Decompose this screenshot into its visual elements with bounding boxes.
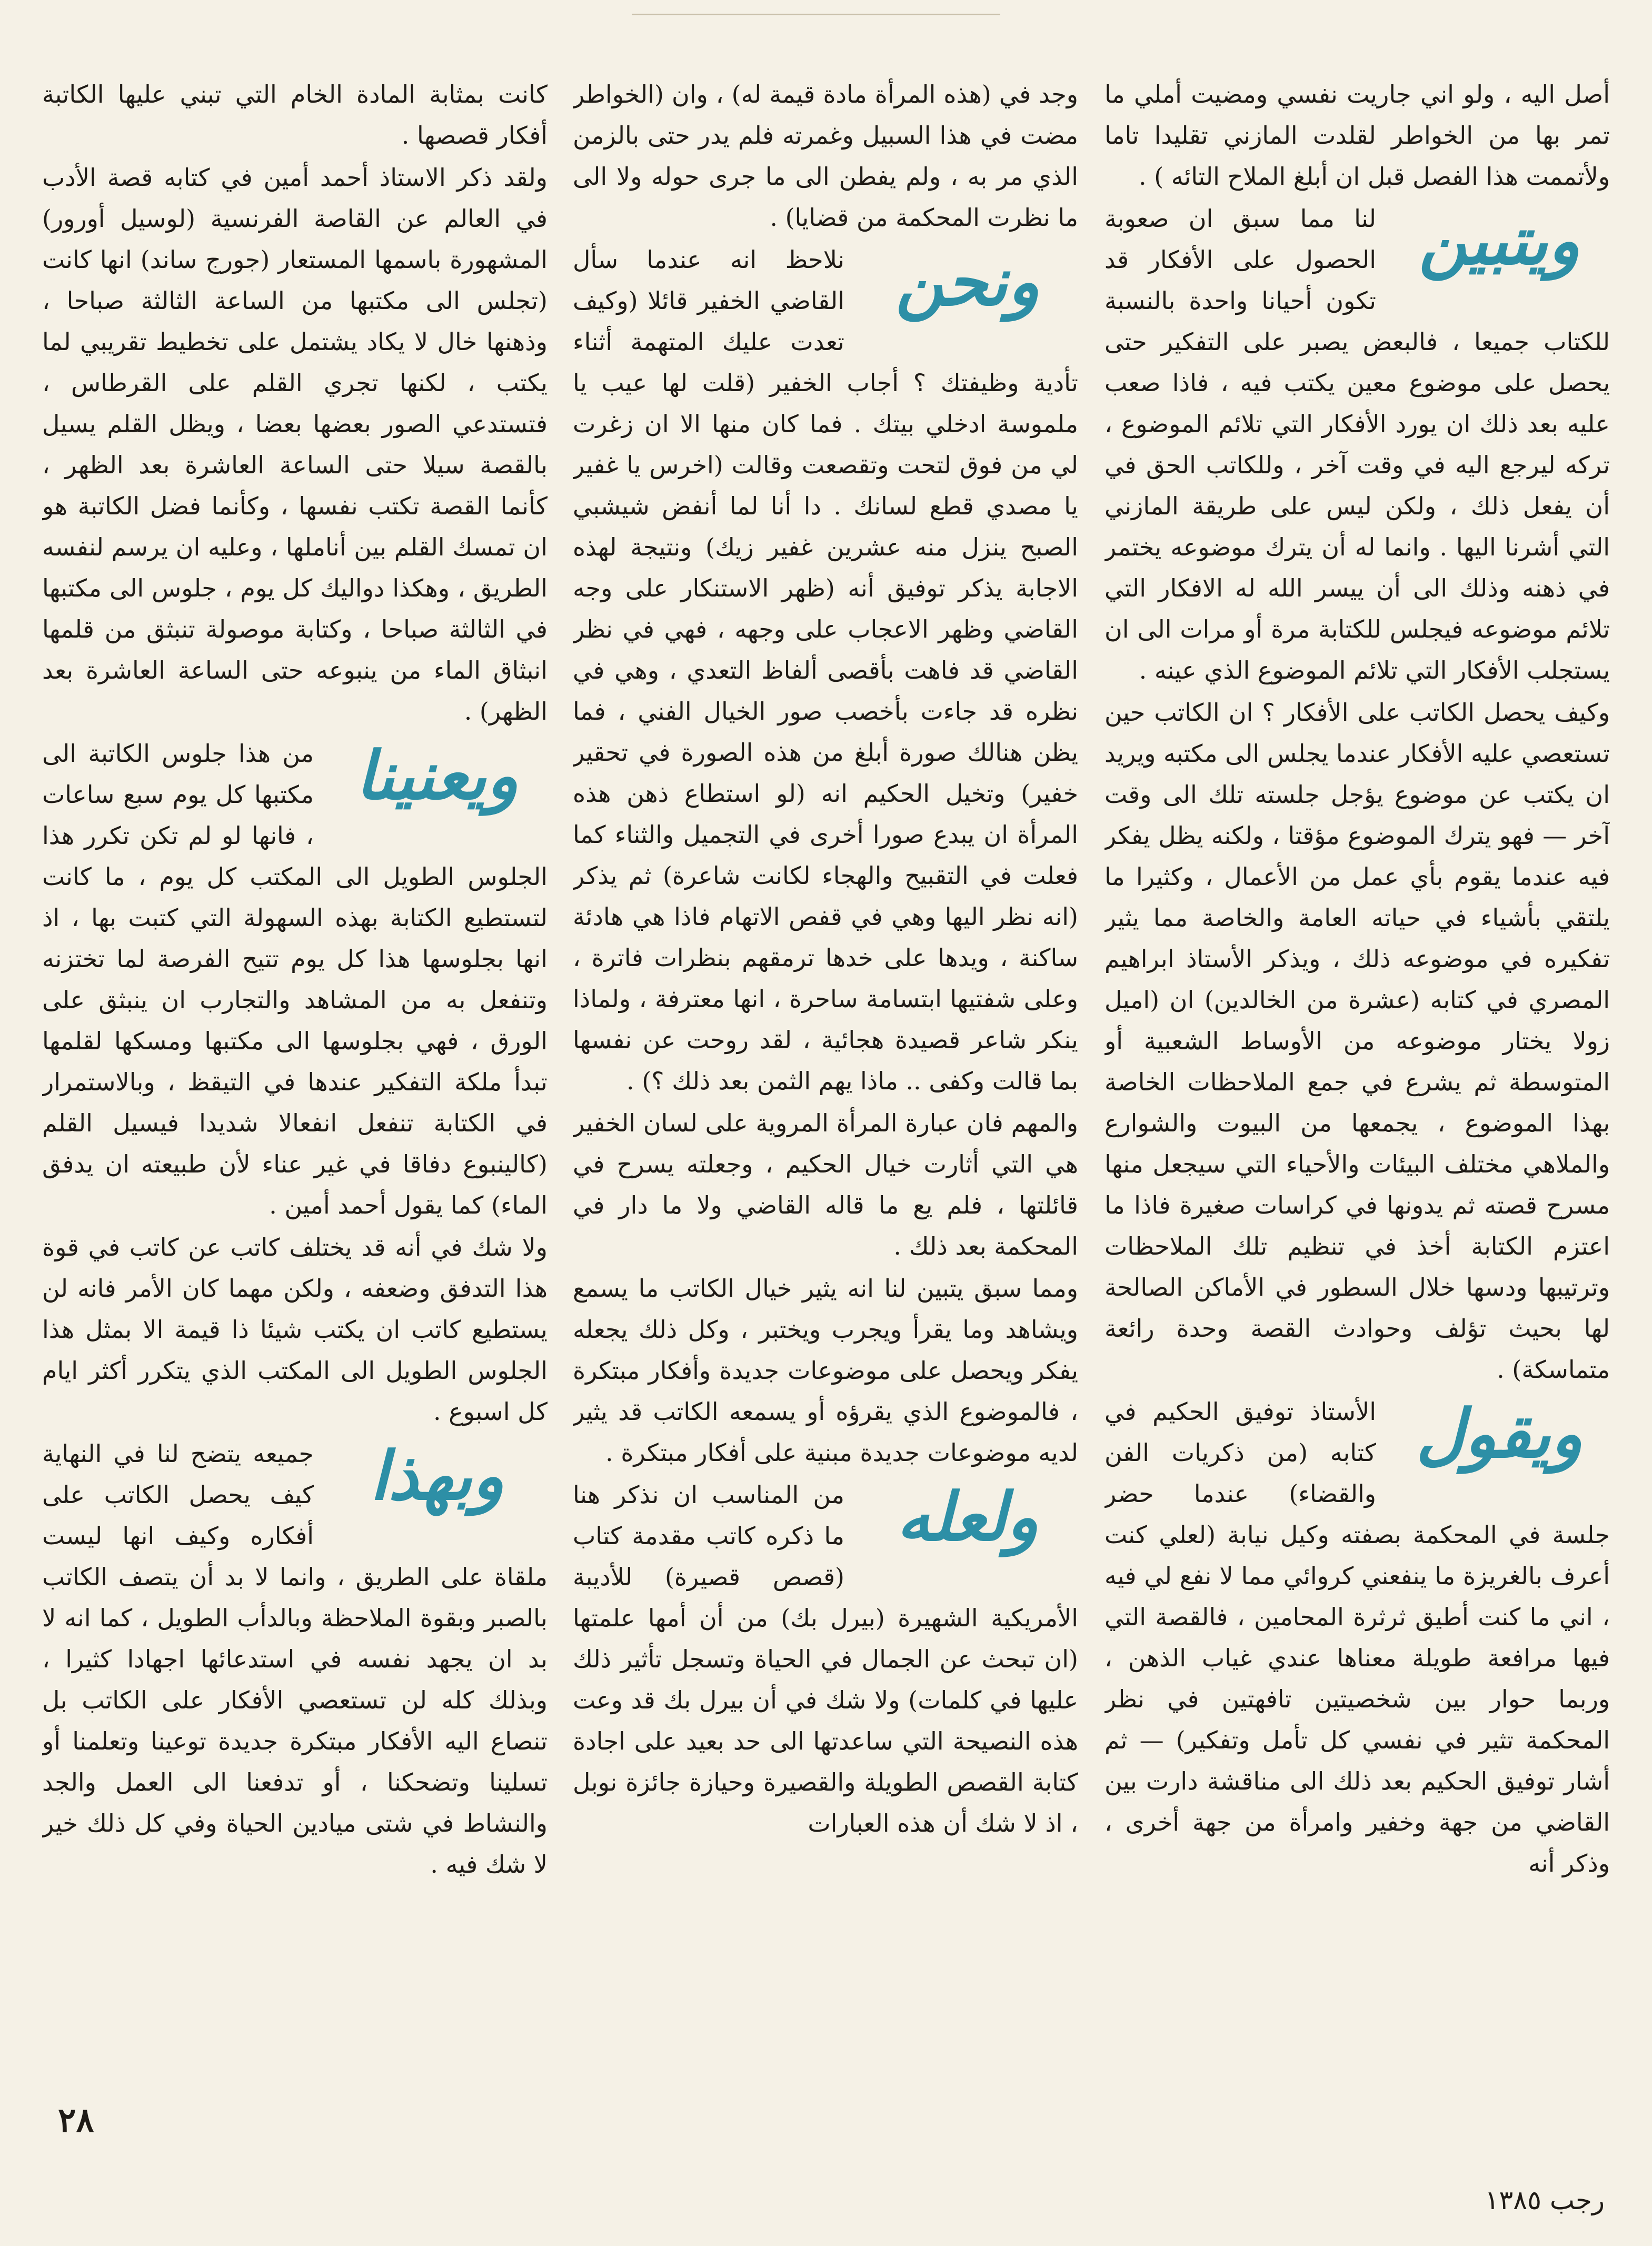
paragraph: الأستاذ توفيق الحكيم في كتابه (من ذكريات الفن والقضاء) عندما حضر جلسة في المحكمة بصفته وكيل نيابة (لعلي كنت أعرف بالغريزة ما ينفعني كروائي مما لا نفع لي فيه ، اني ما كنت أطيق ثرثرة المحامين ، فالقصة التي فيها مرافعة طويلة معناها عندي غياب الذهن ، وربما حوار بين شخصيتين تافهتين في نظر المحكمة تثير في نفسي كل تأمل وتفكير) — ثم أشار توفيق الحكيم بعد ذلك الى مناقشة دارت بين القاضي من جهة وخفير وامرأة من جهة أخرى ، وذكر أنه <box>1104 1397 1610 1877</box>
paragraph: أصل اليه ، ولو اني جاريت نفسي ومضيت أملي ما تمر بها من الخواطر لقلدت المازني تقليدا تاما ولأتممت هذا الفصل قبل ان أبلغ الملاح التائه ) . <box>1104 80 1610 191</box>
section-heading: ولعله <box>897 1478 1039 1556</box>
paragraph: وجد في (هذه المرأة مادة قيمة له) ، وان (الخواطر مضت في هذا السبيل وغمرته فلم يدر حتى بالزمن الذي مر به ، ولم يفطن الى ما جرى حوله ولا الى ما نظرت المحكمة من قضايا) . <box>573 80 1078 232</box>
paragraph: من المناسب ان نذكر هنا ما ذكره كاتب مقدمة كتاب (قصص قصيرة) للأديبة الأمريكية الشهيرة (بيرل بك) من أن أمها علمتها (ان تبحث عن الجمال في الحياة وتسجل تأثير ذلك عليها في كلمات) ولا شك في أن بيرل بك قد وعت هذه النصيحة التي ساعدتها الى حد بعيد على اجادة كتابة القصص الطويلة والقصيرة وحيازة جائزة نوبل ، اذ لا شك أن هذه العبارات <box>573 1480 1078 1837</box>
paragraph: وكيف يحصل الكاتب على الأفكار ؟ ان الكاتب حين تستعصي عليه الأفكار عندما يجلس الى مكتبه ويريد ان يكتب عن موضوع يؤجل جلسته تلك الى وقت آخر — فهو يترك الموضوع مؤقتا ، ولكنه يظل يفكر فيه عندما يقوم بأي عمل من الأعمال ، وكثيرا ما يلتقي بأشياء في حياته العامة والخاصة مما يثير تفكيره في موضوعه ذلك ، ويذكر الأستاذ ابراهيم المصري في كتابه (عشرة من الخالدين) ان (اميل زولا يختار موضوعه من الأوساط الشعبية أو المتوسطة ثم يشرع في جمع الملاحظات الخاصة بهذا الموضوع ، يجمعها من البيوت والشوارع والملاهي مختلف البيئات والأحياء التي سيجعل منها مسرح قصته ثم يدونها في كراسات صغيرة فاذا ما اعتزم الكتابة أخذ في تنظيم تلك الملاحظات وترتيبها ودسها خلال السطور في الأماكن الصالحة لها بحيث تؤلف وحوادث القصة وحدة رائعة متماسكة) . <box>1104 698 1610 1384</box>
paragraph: ولقد ذكر الاستاذ أحمد أمين في كتابه قصة الأدب في العالم عن القاصة الفرنسية (لوسيل أورور) المشهورة باسمها المستعار (جورج ساند) انها كانت (تجلس الى مكتبها من الساعة الثالثة صباحا ، وذهنها خال لا يكاد يشتمل على تخطيط تقريبي لما يكتب ، لكنها تجري القلم على القرطاس ، فتستدعي الصور بعضها بعضا ، ويظل القلم يسيل بالقصة سيلا حتى الساعة العاشرة بعد الظهر ، كأنما القصة تكتب نفسها ، وكأنما فضل الكاتبة هو ان تمسك القلم بين أناملها ، وعليه ان يرسم لنفسه الطريق ، وهكذا دواليك كل يوم ، جلوس الى مكتبها في الثالثة صباحا ، وكتابة موصولة تنبثق من قلمها انبثاق الماء من ينبوعه حتى الساعة العاشرة بعد الظهر) . <box>42 163 548 726</box>
top-rule <box>632 0 1000 15</box>
issue-date: رجب ١٣٨٥ <box>1485 2185 1605 2215</box>
section-heading: وبهذا <box>370 1437 504 1515</box>
column-left <box>42 74 548 2090</box>
section-heading: ونحن <box>895 243 1040 321</box>
paragraph: والمهم فان عبارة المرأة المروية على لسان الخفير هي التي أثارت خيال الحكيم ، وجعلته يسرح في قائلتها ، فلم يع ما قاله القاضي ولا ما دار في المحكمة بعد ذلك . <box>573 1109 1078 1260</box>
paragraph: ومما سبق يتبين لنا انه يثير خيال الكاتب ما يسمع ويشاهد وما يقرأ ويجرب ويختبر ، وكل ذلك يجعله يفكر ويحصل على موضوعات جديدة وأفكار مبتكرة ، فالموضوع الذي يقرؤه أو يسمعه الكاتب قد يثير لديه موضوعات جديدة مبنية على أفكار مبتكرة . <box>573 1274 1078 1467</box>
section-heading: ويتبين <box>1419 202 1580 280</box>
column-middle <box>573 74 1078 2090</box>
page-number: ٢٨ <box>58 2101 94 2140</box>
paragraph: من هذا جلوس الكاتبة الى مكتبها كل يوم سبع ساعات ، فانها لو لم تكن تكرر هذا الجلوس الطويل الى المكتب كل يوم ، ما كانت لتستطيع الكتابة بهذه السهولة التي كتبت بها ، اذ انها بجلوسها هذا كل يوم تتيح الفرصة لما تختزنه وتنفعل به من المشاهد والتجارب ان ينبثق على الورق ، فهي بجلوسها الى مكتبها ومسكها لقلمها تبدأ ملكة التفكير عندها في التيقظ ، وبالاستمرار في الكتابة تنفعل انفعالا شديدا فيسيل القلم (كالينبوع دفاقا في غير عناء لأن طبيعته ان يدفق الماء) كما يقول أحمد أمين . <box>42 739 548 1219</box>
section-heading: ويعنينا <box>355 737 519 814</box>
paragraph: كانت بمثابة المادة الخام التي تبني عليها الكاتبة أفكار قصصها . <box>42 80 548 150</box>
section-heading: ويقول <box>1416 1395 1583 1473</box>
paragraph: جميعه يتضح لنا في النهاية كيف يحصل الكاتب على أفكاره وكيف انها ليست ملقاة على الطريق ، وانما لا بد أن يتصف الكاتب بالصبر وبقوة الملاحظة وبالدأب الطويل ، كما انه لا بد ان يجهد نفسه في استدعائها اجهادا كثيرا ، وبذلك كله لن تستعصي الأفكار على الكاتب بل تنصاع اليه الأفكار مبتكرة جديدة توعينا وتعلمنا أو تسلينا وتضحكنا ، أو تدفعنا الى العمل والجد والنشاط في شتى ميادين الحياة وفي كل ذلك خير لا شك فيه . <box>42 1439 548 1879</box>
paragraph: ولا شك في أنه قد يختلف كاتب عن كاتب في قوة هذا التدفق وضعفه ، ولكن مهما كان الأمر فانه لن يستطيع كاتب ان يكتب شيئا ذا قيمة الا بمثل هذا الجلوس الطويل الى المكتب الذي يتكرر أكثر ايام كل اسبوع . <box>42 1233 548 1426</box>
paragraph: لنا مما سبق ان صعوبة الحصول على الأفكار قد تكون أحيانا واحدة بالنسبة للكتاب جميعا ، فالبعض يصبر على التفكير حتى يحصل على موضوع معين يكتب فيه ، فاذا صعب عليه بعد ذلك ان يورد الأفكار التي تلائم الموضوع ، تركه ليرجع اليه في وقت آخر ، وللكاتب الحق في أن يفعل ذلك ، ولكن ليس على طريقة المازني التي أشرنا اليها . وانما له أن يترك موضوعه يختمر في ذهنه وذلك الى أن ييسر الله له الافكار التي تلائم موضوعه فيجلس للكتابة مرة أو مرات الى ان يستجلب الأفكار التي تلائم الموضوع الذي عينه . <box>1104 204 1610 684</box>
paragraph: نلاحظ انه عندما سأل القاضي الخفير قائلا (وكيف تعدت عليك المتهمة أثناء تأدية وظيفتك ؟ أجاب الخفير (قلت لها عيب يا ملموسة ادخلي بيتك . فما كان منها الا ان زغرت لي من فوق لتحت وتقصعت وقالت (اخرس يا غفير يا مصدي قطع لسانك . دا أنا لما أنفض شيشبي الصبح ينزل منه عشرين غفير زيك) ونتيجة لهذه الاجابة يذكر توفيق أنه (ظهر الاستنكار على وجه القاضي وظهر الاعجاب على وجهه ، فهي في نظر القاضي قد فاهت بأقصى ألفاظ التعدي ، وهي في نظره قد جاءت بأخصب صور الخيال الفني ، فما يظن هنالك صورة أبلغ من هذه الصورة في تحقير خفير) وتخيل الحكيم انه (لو استطاع ذهن هذه المرأة ان يبدع صورا أخرى في التجميل والثناء كما فعلت في التقبيح والهجاء لكانت شاعرة) ثم يذكر (انه نظر اليها وهي في قفص الاتهام فاذا هي هادئة ساكنة ، ويدها على خدها ترمقهم بنظرات فاترة ، وعلى شفتيها ابتسامة ساحرة ، انها معترفة ، ولماذا ينكر شاعر قصيدة هجائية ، لقد روحت عن نفسها بما قالت وكفى .. ماذا يهم الثمن بعد ذلك ؟) . <box>573 245 1078 1095</box>
column-right <box>1104 74 1610 2090</box>
